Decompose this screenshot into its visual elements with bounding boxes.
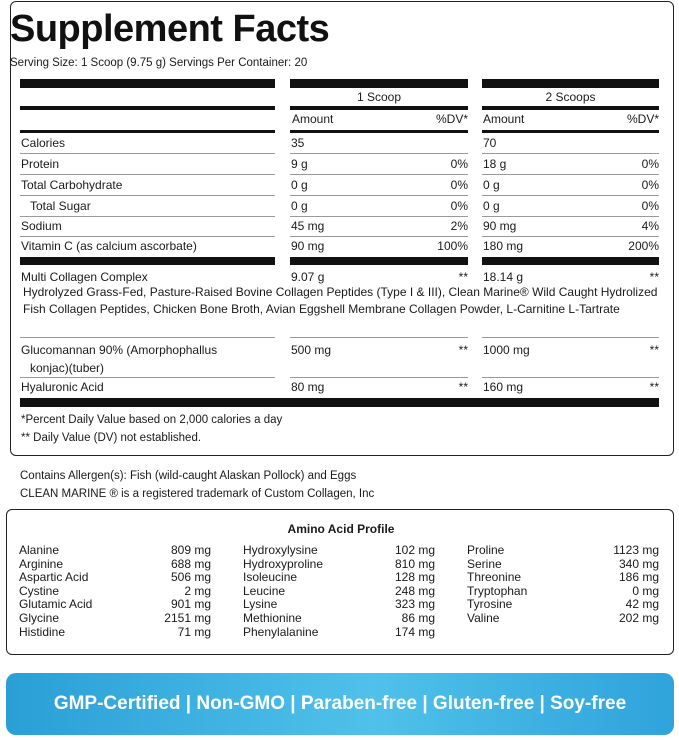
amino-acid-value: 86 mg [401, 611, 435, 625]
row-divider [20, 195, 275, 196]
hyaluronic-name: Hyaluronic Acid [21, 380, 104, 394]
certification-banner [6, 673, 674, 735]
divider-bar [482, 130, 659, 133]
dv-2-scoops: 0% [641, 157, 659, 171]
row-divider [290, 195, 468, 196]
row-divider [290, 377, 468, 378]
amino-title: Amino Acid Profile [287, 522, 395, 536]
nutrient-name: Calories [21, 136, 66, 150]
divider-bar [290, 79, 468, 88]
amount-2-scoops: 0 g [483, 199, 500, 213]
amount-1-scoop: 0 g [291, 178, 308, 192]
amino-acid-value: 248 mg [394, 583, 435, 598]
amino-acid-value: 128 mg [394, 570, 435, 585]
amino-acid-value: 186 mg [618, 570, 659, 585]
divider-bar [482, 79, 659, 88]
row-divider [482, 153, 659, 154]
amino-acid-value: 506 mg [170, 570, 211, 585]
footnote-not-established: ** Daily Value (DV) not established. [21, 432, 202, 444]
divider-bar [290, 130, 468, 133]
serving-info: Serving Size: 1 Scoop (9.75 g) Servings Per Container: 20 [10, 57, 308, 69]
amino-acid-name: Glutamic Acid [19, 597, 93, 612]
hyaluronic-dv-2: ** [649, 380, 659, 394]
glucomannan-amount-1: 500 mg [291, 343, 332, 357]
amino-acid-panel [6, 509, 674, 655]
amino-acid-name: Tryptophan [467, 583, 528, 598]
dv-2-scoops: 4% [641, 219, 659, 233]
row-divider [290, 153, 468, 154]
row-divider [290, 174, 468, 175]
amino-acid-value: 688 mg [170, 556, 211, 571]
dv-1-scoop: 100% [437, 239, 468, 253]
amount-2-scoops: 180 mg [483, 239, 524, 253]
dv-2-scoops: 0% [641, 178, 659, 192]
divider-bar [20, 257, 275, 265]
amino-acid-value: 1123 mg [613, 543, 659, 557]
row-divider [20, 337, 275, 338]
divider-bar [20, 130, 275, 133]
amino-acid-name: Aspartic Acid [19, 570, 89, 585]
amino-acid-name: Hydroxylysine [243, 543, 318, 557]
amino-acid-name: Arginine [19, 556, 64, 571]
divider-bar [482, 257, 659, 265]
row-divider [290, 216, 468, 217]
col2-header: 2 Scoops [545, 90, 596, 104]
amino-acid-value: 340 mg [618, 556, 659, 571]
amount-2-scoops: 90 mg [483, 219, 517, 233]
row-divider [20, 377, 275, 378]
collagen-name: Multi Collagen Complex [21, 270, 148, 284]
amino-acid-value: 0 mg [632, 583, 659, 598]
glucomannan-amount-2: 1000 mg [483, 343, 530, 357]
amino-acid-name: Lysine [243, 597, 278, 612]
amino-acid-name: Tyrosine [467, 597, 513, 612]
glucomannan-dv-1: ** [458, 343, 468, 357]
divider-bar [20, 79, 275, 88]
nutrient-name: Total Carbohydrate [21, 178, 123, 192]
dv-1-scoop: 0% [450, 178, 468, 192]
amino-acid-name: Hydroxyproline [243, 556, 324, 571]
amino-acid-name: Glycine [19, 611, 60, 625]
dv-label: %DV* [435, 112, 468, 126]
amino-acid-value: 323 mg [394, 597, 435, 612]
amino-acid-value: 809 mg [170, 543, 211, 557]
amino-acid-value: 901 mg [170, 597, 211, 612]
amino-acid-value: 102 mg [394, 543, 435, 557]
amino-acid-name: Leucine [243, 583, 286, 598]
row-divider [20, 216, 275, 217]
amino-acid-name: Methionine [243, 611, 302, 625]
divider-bar [290, 257, 468, 265]
collagen-description: Hydrolyzed Grass-Fed, Pasture-Raised Bovine Collagen Peptides (Type I & III), Clean Marine® Wild Caught Hydrolized Fish Collagen Peptides, Chicken Bone Broth, Avian Eggshell Membrane Collagen Powder, L-Carnitine L-Tartrate [23, 285, 658, 316]
dv-1-scoop: 0% [450, 157, 468, 171]
hyaluronic-dv-1: ** [458, 380, 468, 394]
amino-acid-name: Histidine [19, 624, 66, 639]
divider-bar [20, 398, 659, 407]
col1-header: 1 Scoop [356, 90, 402, 104]
amount-2-scoops: 18 g [483, 157, 507, 171]
amino-acid-value: 2151 mg [164, 611, 211, 625]
row-divider [290, 236, 468, 237]
glucomannan-dv-2: ** [649, 343, 659, 357]
row-divider [20, 174, 275, 175]
collagen-dv-2: ** [649, 270, 659, 284]
dv-label: %DV* [626, 112, 659, 126]
row-divider [482, 195, 659, 196]
amino-acid-name: Serine [467, 556, 502, 571]
divider-bar [20, 106, 275, 110]
amount-2-scoops: 70 [483, 136, 497, 150]
collagen-amount-1: 9.07 g [291, 270, 325, 284]
nutrient-name: Vitamin C (as calcium ascorbate) [21, 239, 197, 253]
certification-text: GMP-Certified | Non-GMO | Paraben-free | Gluten-free | Soy-free [53, 693, 627, 714]
hyaluronic-amount-1: 80 mg [291, 380, 325, 394]
row-divider [482, 174, 659, 175]
amino-acid-name: Phenylalanine [243, 624, 319, 639]
amino-acid-value: 71 mg [177, 624, 211, 639]
amino-acid-name: Threonine [467, 570, 522, 585]
allergen-statement: Contains Allergen(s): Fish (wild-caught Alaskan Pollock) and Eggs [20, 470, 357, 482]
row-divider [20, 153, 275, 154]
amount-1-scoop: 9 g [291, 157, 308, 171]
amino-acid-value: 174 mg [394, 624, 435, 639]
footnote-dv: *Percent Daily Value based on 2,000 calories a day [21, 414, 283, 426]
row-divider [482, 236, 659, 237]
dv-1-scoop: 0% [450, 199, 468, 213]
dv-2-scoops: 200% [628, 239, 659, 253]
row-divider [20, 236, 275, 237]
row-divider [482, 377, 659, 378]
divider-bar [290, 106, 468, 110]
nutrient-name: Sodium [21, 219, 62, 233]
amino-acid-value: 42 mg [625, 597, 659, 612]
collagen-dv-1: ** [458, 270, 468, 284]
amino-acid-name: Valine [467, 611, 500, 625]
amount-label: Amount [483, 112, 525, 126]
amount-1-scoop: 0 g [291, 199, 308, 213]
amount-1-scoop: 45 mg [291, 219, 325, 233]
amount-1-scoop: 90 mg [291, 239, 325, 253]
supplement-facts-panel [10, 1, 674, 456]
dv-1-scoop: 2% [450, 219, 468, 233]
trademark-statement: CLEAN MARINE ® is a registered trademark of Custom Collagen, Inc [20, 488, 375, 500]
row-divider [290, 337, 468, 338]
nutrient-name: Total Sugar [30, 199, 91, 213]
facts-title: Supplement Facts [10, 8, 330, 50]
collagen-amount-2: 18.14 g [483, 270, 524, 284]
row-divider [482, 337, 659, 338]
row-divider [482, 216, 659, 217]
amino-acid-name: Proline [467, 543, 505, 557]
glucomannan-name: Glucomannan 90% (Amorphophallus [21, 343, 218, 357]
divider-bar [482, 106, 659, 110]
amount-label: Amount [292, 112, 334, 126]
amino-acid-value: 810 mg [394, 556, 435, 571]
nutrient-name: Protein [21, 157, 60, 171]
amino-acid-name: Alanine [19, 543, 60, 557]
amount-1-scoop: 35 [291, 136, 305, 150]
glucomannan-name-line2: konjac)(tuber) [30, 361, 105, 375]
dv-2-scoops: 0% [641, 199, 659, 213]
amino-acid-value: 2 mg [184, 583, 211, 598]
amino-acid-name: Cystine [19, 583, 60, 598]
hyaluronic-amount-2: 160 mg [483, 380, 524, 394]
amino-acid-name: Isoleucine [243, 570, 298, 585]
amino-acid-value: 202 mg [618, 611, 659, 625]
amount-2-scoops: 0 g [483, 178, 500, 192]
